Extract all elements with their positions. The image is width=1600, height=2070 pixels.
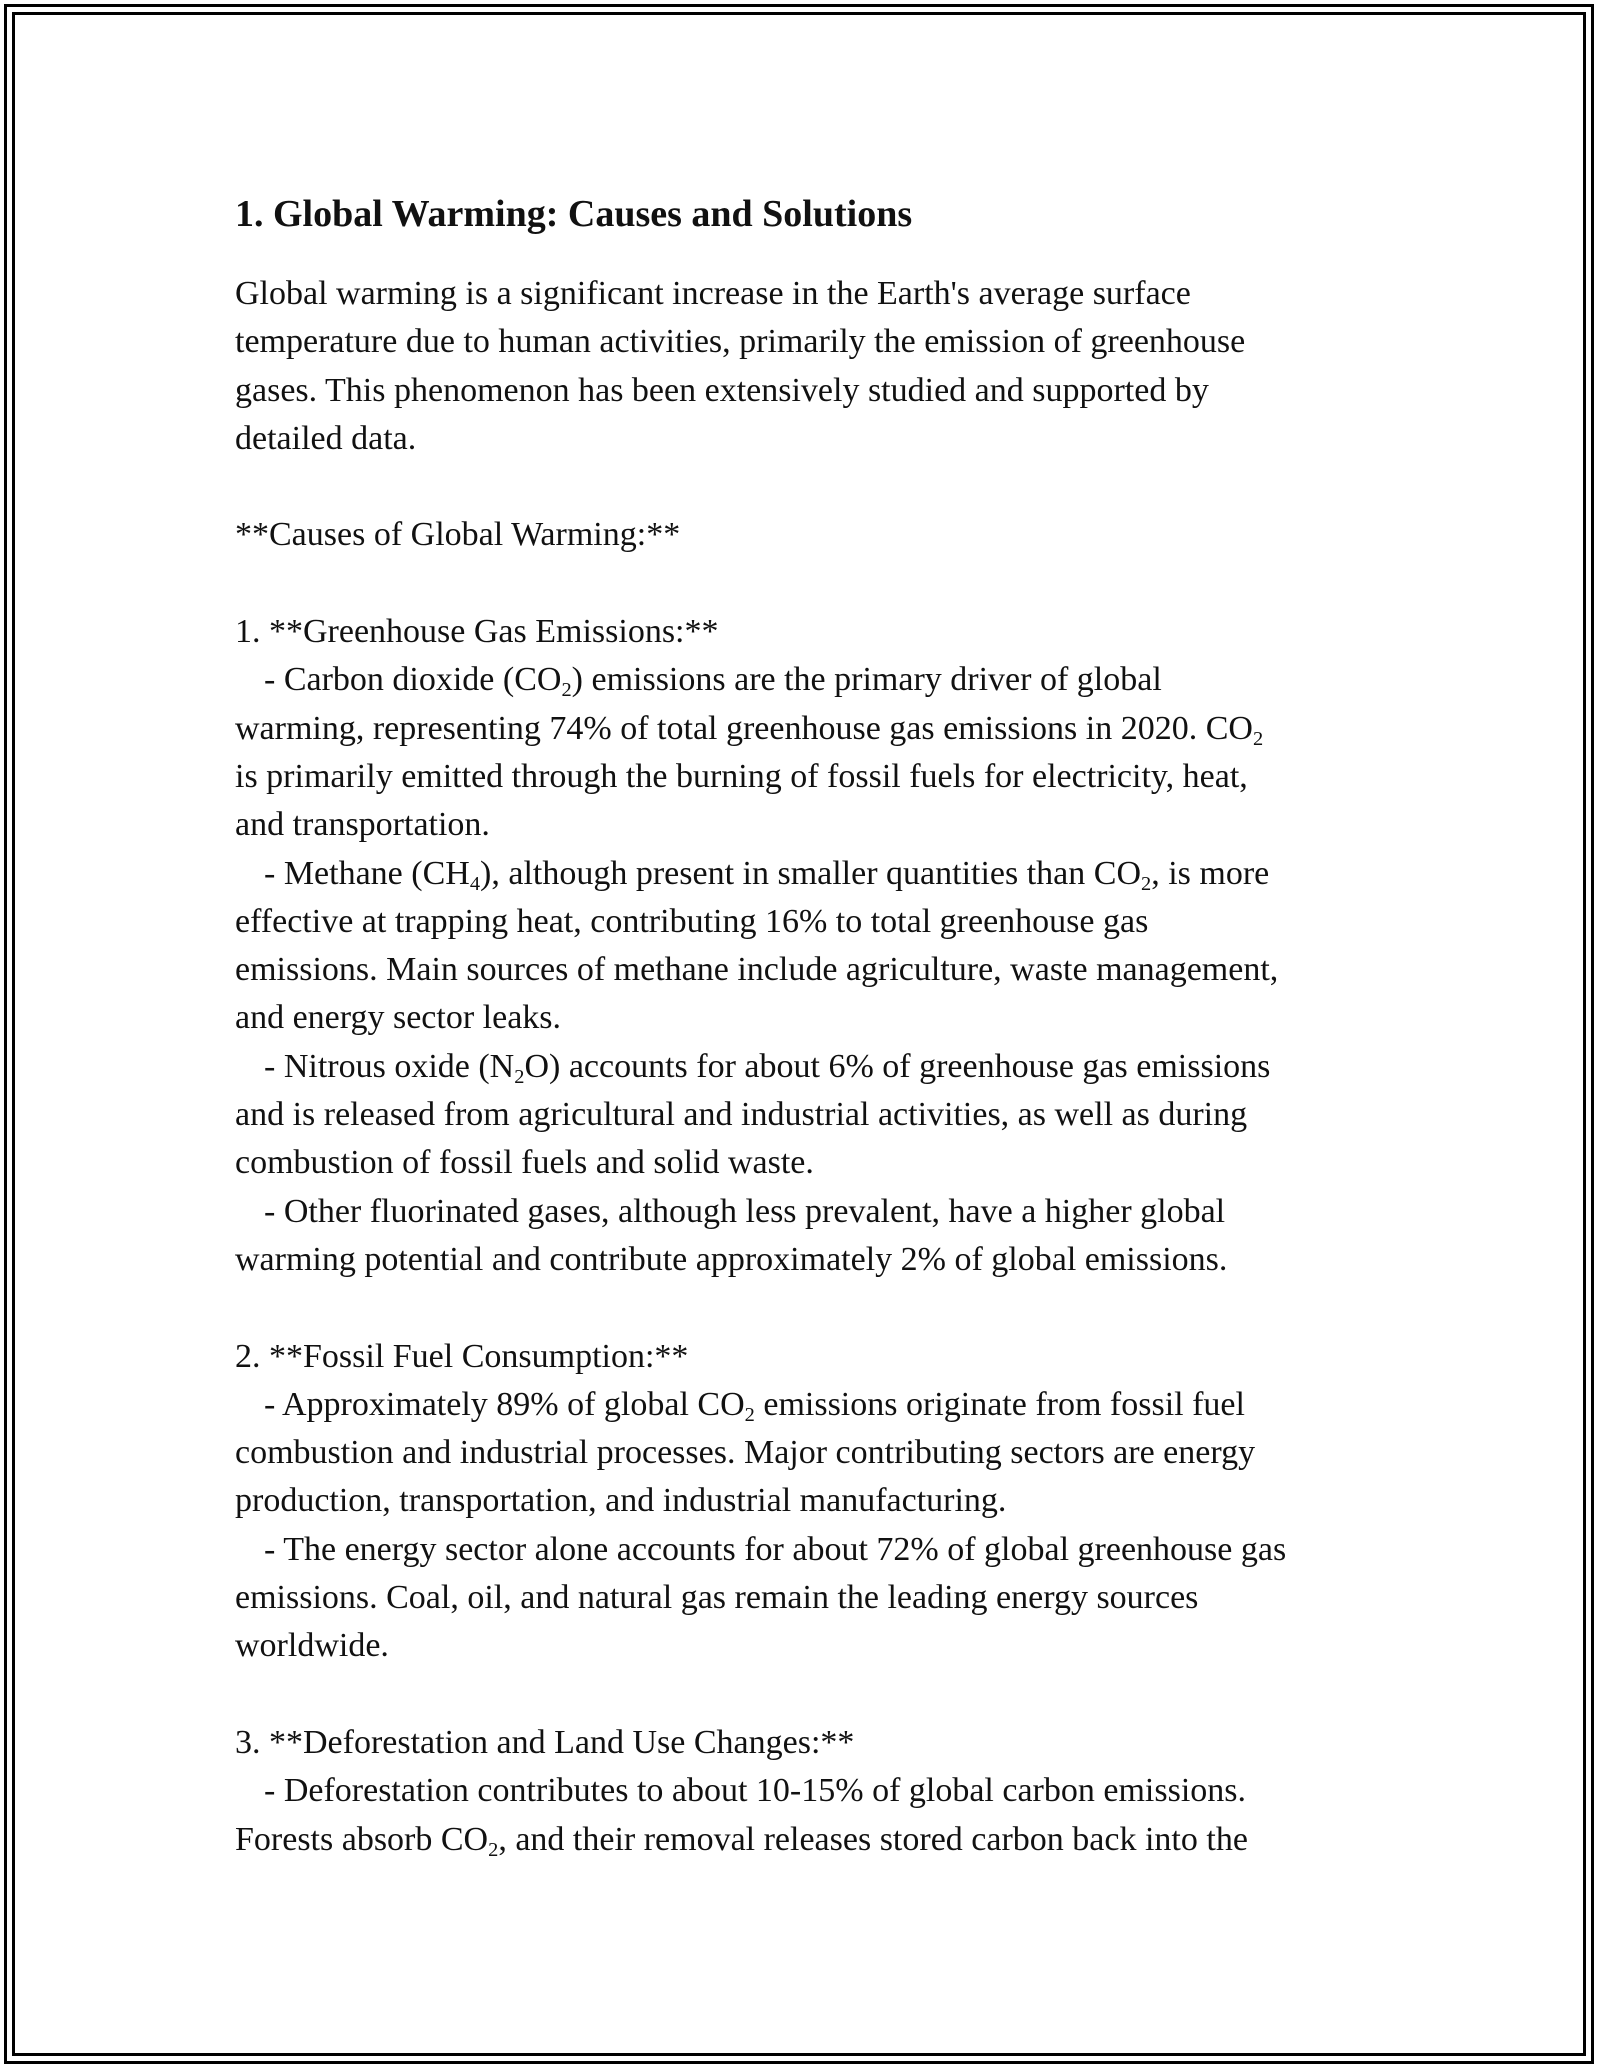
intro-line: Global warming is a significant increase in the Earth's average surface bbox=[235, 275, 1191, 312]
section-3-line: Forests absorb $CO_2$, and their removal releases stored carbon back into the bbox=[235, 1820, 1248, 1861]
section-1-line: effective at trapping heat, contributing 16% to total greenhouse gas bbox=[235, 902, 1149, 940]
section-2-line: worldwide. bbox=[235, 1627, 389, 1665]
intro-line: temperature due to human activities, primarily the emission of greenhouse bbox=[235, 323, 1246, 361]
section-1-line: warming, representing 74% of total greenhouse gas emissions in 2020. $CO_2$ bbox=[235, 709, 1264, 750]
section-1-line: - Nitrous oxide $(N_2O)$ accounts for about 6% of greenhouse gas emissions bbox=[264, 1047, 1271, 1088]
intro-line: gases. This phenomenon has been extensively studied and supported by bbox=[235, 371, 1209, 409]
document-content bbox=[235, 186, 1385, 1864]
section-3-heading: 3. **Deforestation and Land Use Changes:** bbox=[235, 1723, 855, 1761]
blank-line bbox=[235, 463, 1385, 511]
section-1-line: warming potential and contribute approximately 2% of global emissions. bbox=[235, 1240, 1228, 1278]
section-2-line: combustion and industrial processes. Major contributing sectors are energy bbox=[235, 1434, 1256, 1472]
section-1-line: emissions. Main sources of methane include agriculture, waste management, bbox=[235, 951, 1279, 989]
section-2-line: production, transportation, and industrial manufacturing. bbox=[235, 1482, 1007, 1520]
causes-heading: **Causes of Global Warming:** bbox=[235, 516, 681, 554]
section-2-line: emissions. Coal, oil, and natural gas remain the leading energy sources bbox=[235, 1579, 1199, 1617]
section-1-heading: 1. **Greenhouse Gas Emissions:** bbox=[235, 613, 719, 651]
section-1-line: combustion of fossil fuels and solid waste. bbox=[235, 1144, 814, 1182]
blank-line bbox=[235, 560, 1385, 608]
section-1-line: - Methane $(CH_4)$, although present in smaller quantities than $CO_2$, is more bbox=[264, 854, 1270, 895]
section-2-line: - Approximately 89% of global $CO_2$ emissions originate from fossil fuel bbox=[264, 1385, 1245, 1426]
section-1-line: and transportation. bbox=[235, 806, 490, 844]
document-body bbox=[235, 270, 1385, 1864]
intro-line: detailed data. bbox=[235, 419, 417, 457]
section-1-line: - Other fluorinated gases, although less prevalent, have a higher global bbox=[264, 1192, 1226, 1230]
section-2-heading: 2. **Fossil Fuel Consumption:** bbox=[235, 1337, 689, 1375]
section-1-line: and energy sector leaks. bbox=[235, 999, 562, 1037]
blank-line bbox=[235, 1671, 1385, 1719]
section-1-line: is primarily emitted through the burning of fossil fuels for electricity, heat, bbox=[235, 757, 1248, 795]
section-2-line: - The energy sector alone accounts for about 72% of global greenhouse gas bbox=[264, 1530, 1287, 1568]
blank-line bbox=[235, 1284, 1385, 1332]
section-1-line: - Carbon dioxide $(CO_2)$ emissions are the primary driver of global bbox=[264, 661, 1162, 702]
section-1-line: and is released from agricultural and industrial activities, as well as during bbox=[235, 1096, 1248, 1134]
section-3-line: - Deforestation contributes to about 10-15% of global carbon emissions. bbox=[264, 1772, 1246, 1810]
document-title: 1. Global Warming: Causes and Solutions bbox=[235, 193, 913, 235]
